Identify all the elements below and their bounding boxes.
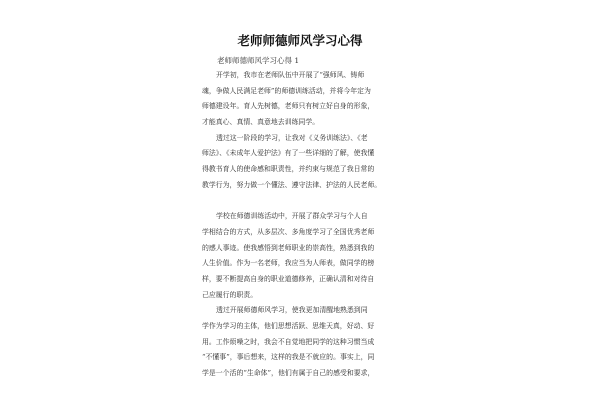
paragraph-line: 学作为学习的主体，他们思想活跃、思维天真，好动、好: [202, 322, 375, 330]
paragraph-line: “不懂事”，事后想来，这样的我是不就应的。事实上，同: [202, 353, 375, 362]
paragraph-line: 样，要不断提高自身的职业道德修养，正确认清和对待自: [202, 274, 375, 283]
blank-line: [202, 194, 400, 210]
document-title: 老师师德师风学习心得: [237, 33, 363, 48]
paragraph-line: 的感人事迹。使我感悟到老师职业的崇高性，熟悉到我的: [202, 243, 375, 252]
paragraph-line: 学校在师德训练活动中，开展了群众学习与个人自: [216, 212, 368, 221]
paragraph-line: 学是一个活的“生命体”，他们有属于自己的感受和要求，: [202, 369, 375, 378]
document-subtitle: 老师师德师风学习心得 1: [217, 56, 300, 65]
paragraph-line: 得教书育人的使命感和职责性，并约束与规范了我日常的: [202, 165, 375, 174]
paragraph-line: 透过这一阶段的学习，让我对《义务训练法》、《老: [216, 133, 368, 142]
paragraph-line: 用。工作烦噪之时，我会不自觉地把同学的这种习惯当成: [202, 337, 375, 346]
paragraph-line: 教学行为，努力做一个懂法、遵守法律、护法的人民老师。: [202, 180, 382, 189]
paragraph-line: 透过开展师德师风学习，使我更加清醒地熟悉到同: [216, 306, 368, 315]
paragraph-line: 己应履行的职责。: [202, 290, 258, 299]
paragraph-line: 师法》、《未成年人爱护法》有了一些详细的了解，使我懂: [202, 149, 375, 158]
paragraph-line: 才能真心、真情、真意地去训练同学。: [202, 118, 320, 127]
paragraph-line: 魂，争做人民满足老师”的师德训练活动，并将今年定为: [202, 86, 371, 95]
paragraph-line: 师德建设年。育人先树德，老师只有树立好自身的形象，: [202, 102, 375, 111]
paragraph-line: 学相结合的方式，从多层次、多角度学习了全国优秀老师: [202, 227, 375, 236]
document-body: [202, 68, 400, 382]
paragraph-line: 开学初，我市在老师队伍中开展了“强师风、铸师: [216, 71, 365, 79]
paragraph-line: 人生价值。作为一名老师，我应当为人师表，做同学的榜: [202, 259, 375, 268]
